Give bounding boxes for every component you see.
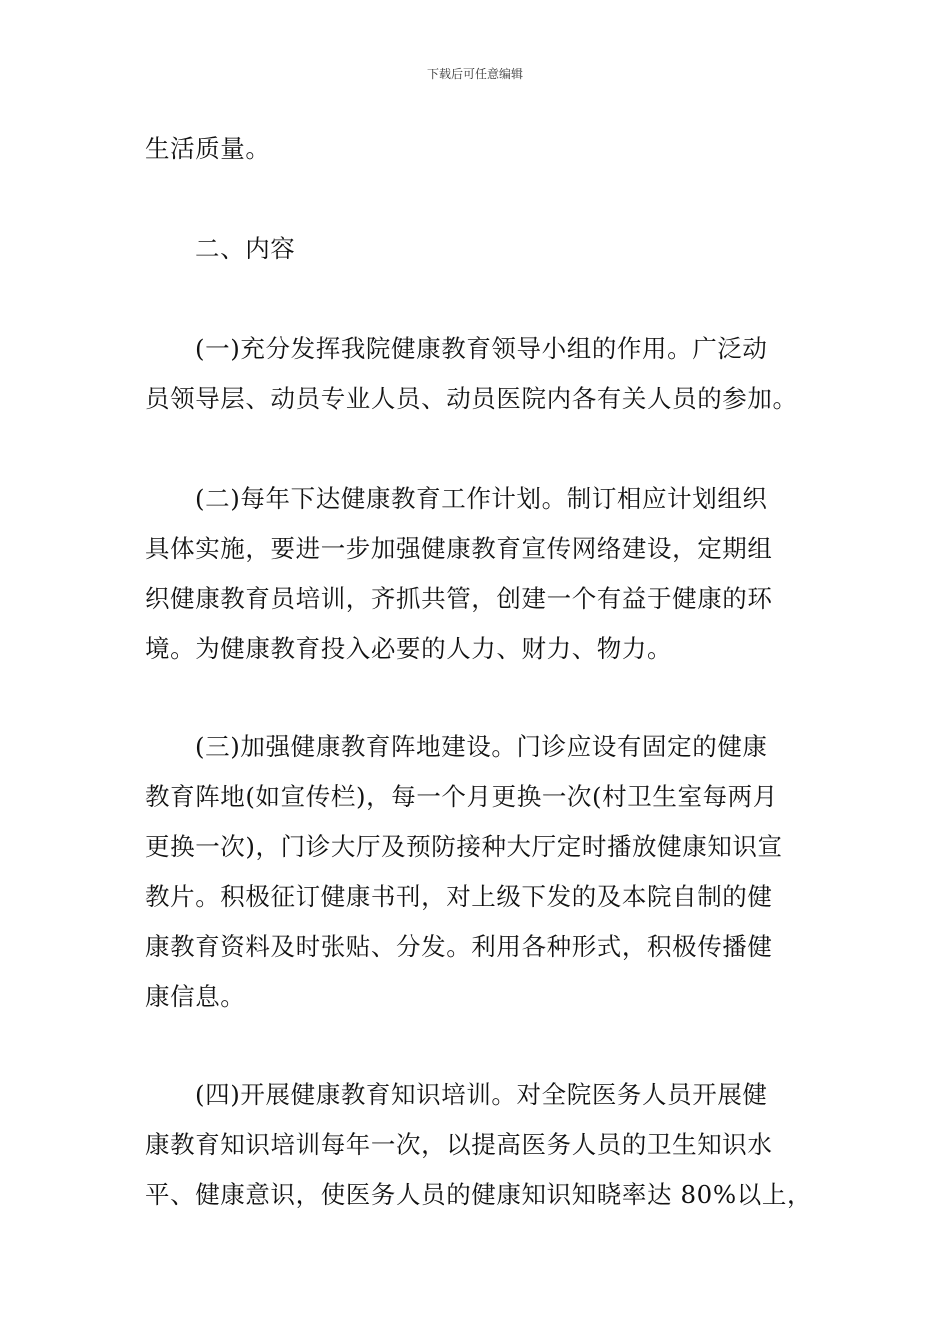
section-heading	[145, 224, 810, 274]
text-line: 康教育资料及时张贴、分发。利用各种形式，积极传播健	[145, 932, 773, 961]
text-line: 员领导层、动员专业人员、动员医院内各有关人员的参加。	[145, 384, 798, 413]
text-line: 生活质量。	[145, 134, 271, 163]
text-line: 康信息。	[145, 982, 246, 1011]
text-line: (三)加强健康教育阵地建设。门诊应设有固定的健康	[195, 732, 768, 761]
heading-text: 二、内容	[195, 234, 296, 263]
text-line: 教片。积极征订健康书刊，对上级下发的及本院自制的健	[145, 882, 773, 911]
text-line: (一)充分发挥我院健康教育领导小组的作用。广泛动	[195, 334, 768, 363]
text-line: (二)每年下达健康教育工作计划。制订相应计划组织	[195, 484, 768, 513]
paragraph-1	[145, 324, 810, 424]
text-line: 具体实施，要进一步加强健康教育宣传网络建设，定期组	[145, 534, 773, 563]
paragraph-2	[145, 474, 810, 674]
text-line: 康教育知识培训每年一次，以提高医务人员的卫生知识水	[145, 1130, 773, 1159]
text-line: 织健康教育员培训，齐抓共管，创建一个有益于健康的环	[145, 584, 773, 613]
text-line: 教育阵地(如宣传栏)，每一个月更换一次(村卫生室每两月	[145, 782, 778, 811]
text-line: 平、健康意识，使医务人员的健康知识知晓率达 80%以上，	[145, 1180, 813, 1209]
paragraph-3	[145, 722, 810, 1022]
paragraph-4	[145, 1070, 813, 1220]
text-line: 更换一次)，门诊大厅及预防接种大厅定时播放健康知识宣	[145, 832, 783, 861]
text-line: (四)开展健康教育知识培训。对全院医务人员开展健	[195, 1080, 768, 1109]
text-line: 境。为健康教育投入必要的人力、财力、物力。	[145, 634, 673, 663]
paragraph-continuation	[145, 124, 810, 174]
page-header: 下载后可任意编辑	[426, 67, 523, 81]
